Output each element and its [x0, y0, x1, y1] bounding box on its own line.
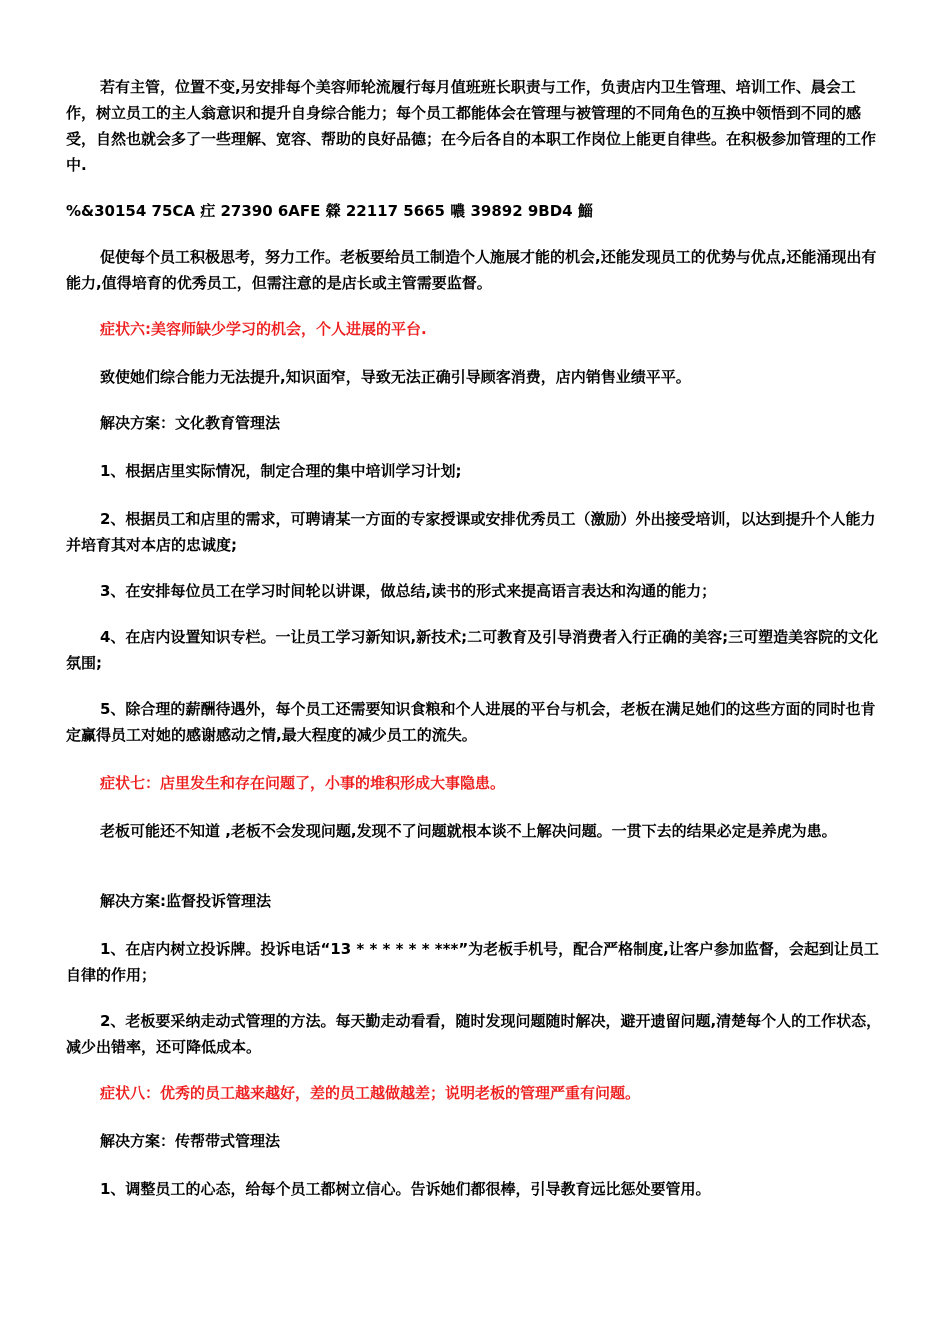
- heading-symptom-seven: 症状七：店里发生和存在问题了，小事的堆积形成大事隐患。: [100, 774, 506, 792]
- paragraph-encourage-thinking: 促使每个员工积极思考，努力工作。老板要给员工制造个人施展才能的机会,还能发现员工的优势与优点,还能涌现出有能力,值得培育的优秀员工，但需注意的是店长或主管需要监督。: [66, 248, 877, 292]
- list-item-reduce-turnover: 5、除合理的薪酬待遇外，每个员工还需要知识食粮和个人进展的平台与机会，老板在满足她们的这些方面的同时也肯定赢得员工对她的感谢感动之情,最大程度的减少员工的流失。: [66, 700, 876, 744]
- list-item-expert-training: 2、根据员工和店里的需求，可聘请某一方面的专家授课或安排优秀员工（激励）外出接受培训，以达到提升个人能力并培育其对本店的忠诚度;: [66, 510, 876, 554]
- paragraph-garbled-codes: %&30154 75CA 疘 27390 6AFE 檾 22117 5665 噥 39892 9BD4 鯔: [66, 202, 593, 220]
- paragraph-solution-mentoring: 解决方案：传帮带式管理法: [100, 1132, 281, 1150]
- paragraph-solution-education: 解决方案：文化教育管理法: [100, 414, 281, 432]
- list-item-complaint-board: 1、在店内树立投诉牌。投诉电话“13 * * * * * * ***”为老板手机号，配合严格制度,让客户参加监督，会起到让员工自律的作用；: [66, 940, 879, 984]
- paragraph-solution-supervision: 解决方案:监督投诉管理法: [100, 892, 271, 910]
- paragraph-problems-unseen: 老板可能还不知道 ,老板不会发现问题,发现不了问题就根本谈不上解决问题。一贯下去的结果必定是养虎为患。: [100, 822, 837, 840]
- list-item-adjust-mindset: 1、调整员工的心态，给每个员工都树立信心。告诉她们都很棒，引导教育远比惩处要管用。: [100, 1180, 711, 1198]
- list-item-training-plan: 1、根据店里实际情况，制定合理的集中培训学习计划;: [100, 462, 462, 480]
- list-item-walkaround-management: 2、老板要采纳走动式管理的方法。每天勤走动看看，随时发现问题随时解决，避开遗留问题,清楚每个人的工作状态，减少出错率，还可降低成本。: [66, 1012, 882, 1056]
- list-item-lecture-rotation: 3、在安排每位员工在学习时间轮以讲课，做总结,读书的形式来提高语言表达和沟通的能力；: [100, 582, 717, 600]
- paragraph-management-rotation: 若有主管，位置不变,另安排每个美容师轮流履行每月值班班长职责与工作，负责店内卫生管理、培训工作、晨会工作，树立员工的主人翁意识和提升自身综合能力；每个员工都能体会在管理与被管理的不同角色的互换中领悟到不同的感受，自然也就会多了一些理解、宽容、帮助的良好品德；在今后各自的本职工作岗位上能更自律些。在积极参加管理的工作中.: [66, 78, 877, 174]
- list-item-knowledge-column: 4、在店内设置知识专栏。一让员工学习新知识,新技术;二可教育及引导消费者入行正确的美容;三可塑造美容院的文化氛围;: [66, 628, 879, 672]
- paragraph-ability-limited: 致使她们综合能力无法提升,知识面窄，导致无法正确引导顾客消费，店内销售业绩平平。: [100, 368, 691, 386]
- heading-symptom-eight: 症状八：优秀的员工越来越好，差的员工越做越差；说明老板的管理严重有问题。: [100, 1084, 641, 1102]
- heading-symptom-six: 症状六:美容师缺少学习的机会，个人进展的平台.: [100, 320, 427, 338]
